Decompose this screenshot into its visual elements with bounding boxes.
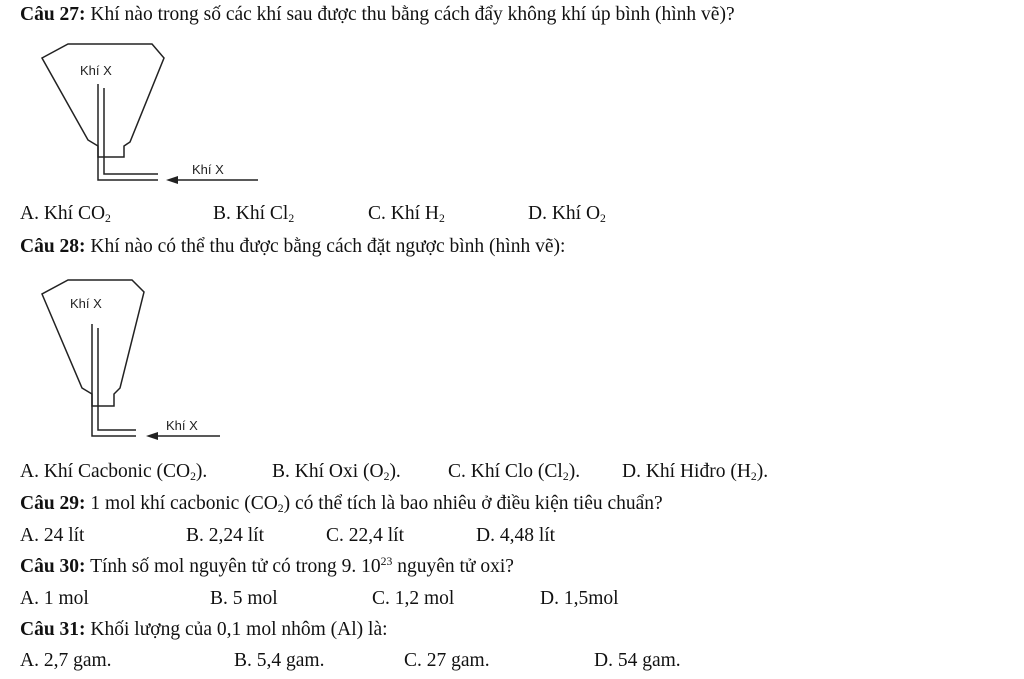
q31-option-d[interactable]: D. 54 gam. <box>594 650 681 671</box>
q28-arrow-label: Khí X <box>166 418 198 433</box>
q29-option-a[interactable]: A. 24 lít <box>20 525 85 546</box>
q30-option-d[interactable]: D. 1,5mol <box>540 588 619 609</box>
q27-option-c[interactable]: C. Khí $H_2$ <box>368 203 445 225</box>
q27-arrow-head <box>166 176 178 184</box>
q31-option-b[interactable]: B. 5,4 gam. <box>234 650 325 671</box>
q27-tube-outer <box>98 84 158 180</box>
q29-number: Câu 29: <box>20 493 86 514</box>
q29-option-d[interactable]: D. 4,48 lít <box>476 525 556 546</box>
q31-option-c[interactable]: C. 27 gam. <box>404 650 490 671</box>
q27-tube-inner <box>104 88 158 174</box>
q29-option-c[interactable]: C. 22,4 lít <box>326 525 405 546</box>
q29-option-b[interactable]: B. 2,24 lít <box>186 525 265 546</box>
q28-flask-label: Khí X <box>70 296 102 311</box>
q28-option-a[interactable]: A. Khí Cacbonic $(CO_2)$. <box>20 461 208 483</box>
q31-option-a[interactable]: A. 2,7 gam. <box>20 650 112 671</box>
q28-option-d[interactable]: D. Khí Hiđro $(H_2)$. <box>622 461 769 483</box>
q28-stem <box>20 236 565 258</box>
q28-option-c[interactable]: C. Khí Clo $(Cl_2)$. <box>448 461 581 483</box>
q28-text: Khí nào có thể thu được bằng cách đặt ngược bình (hình vẽ): <box>85 236 566 257</box>
q29-stem: Câu 29: 1 mol khí cacbonic $(CO_2)$ có thể tích là bao nhiêu ở điều kiện tiêu chuẩn? <box>20 493 663 515</box>
q28-option-b[interactable]: B. Khí Oxi $(O_2)$. <box>272 461 401 483</box>
q28-arrow-head <box>146 432 158 440</box>
q27-option-b[interactable]: B. Khí $Cl_2$ <box>213 203 295 225</box>
q27-arrow-label: Khí X <box>192 162 224 177</box>
q31-text: Khối lượng của 0,1 mol nhôm (Al) là: <box>85 619 388 640</box>
q27-figure-flask-upside-down <box>40 42 270 192</box>
q27-option-d[interactable]: D. Khí $O_2$ <box>528 203 606 225</box>
q27-option-a[interactable]: A. Khí $CO_2$ <box>20 203 111 225</box>
q27-text: Khí nào trong số các khí sau được thu bằng cách đẩy không khí úp bình (hình vẽ)? <box>85 4 735 25</box>
q28-tube-inner <box>98 328 136 430</box>
q30-option-b[interactable]: B. 5 mol <box>210 588 278 609</box>
q31-stem <box>20 619 388 641</box>
q30-number: Câu 30: <box>20 556 86 577</box>
q28-figure-flask-upside-down <box>40 278 270 448</box>
q27-number: Câu 27: <box>20 4 86 25</box>
q30-stem: Câu 30: Tính số mol nguyên tử có trong 9. $10^{23}$ nguyên tử oxi? <box>20 554 514 577</box>
q31-number: Câu 31: <box>20 619 86 640</box>
q30-option-c[interactable]: C. 1,2 mol <box>372 588 455 609</box>
q27-stem <box>20 4 735 26</box>
q30-option-a[interactable]: A. 1 mol <box>20 588 89 609</box>
q27-flask-label: Khí X <box>80 63 112 78</box>
q27-flask-outline <box>42 44 164 157</box>
q28-number: Câu 28: <box>20 236 86 257</box>
